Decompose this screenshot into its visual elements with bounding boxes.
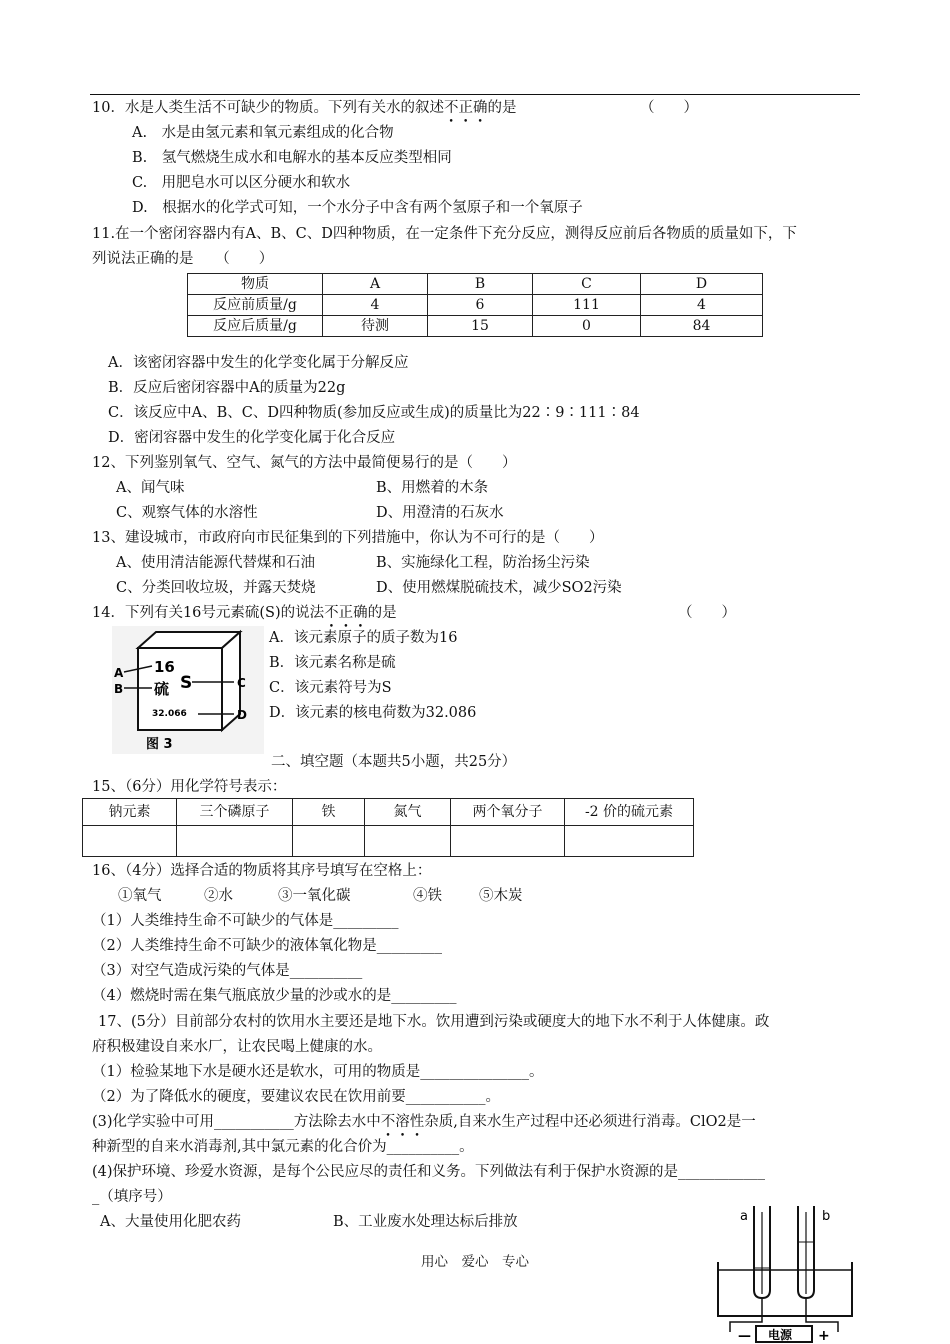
q16-choice-5: ⑤木炭 — [479, 888, 523, 904]
q13-option-b: B、实施绿化工程，防治扬尘污染 — [376, 555, 590, 571]
q16-item-3: （3）对空气造成污染的气体是__________ — [92, 963, 363, 979]
q11-option-b: B．反应后密闭容器中A的质量为22g — [108, 380, 346, 396]
answer-cell[interactable] — [83, 826, 177, 857]
page-footer: 用心 爱心 专心 — [421, 1254, 529, 1270]
table-cell: 84 — [641, 316, 763, 337]
table-cell: 氮气 — [365, 799, 451, 826]
q16-choice-2: ②水 — [204, 888, 233, 904]
label-c: C — [237, 676, 246, 690]
q17-option-b: B、工业废水处理达标后排放 — [333, 1214, 518, 1230]
q14-option-a: A．该元素原子的质子数为16 — [269, 630, 458, 646]
q16-choice-3: ③一氧化碳 — [278, 888, 351, 904]
emphasis-char: 性 — [409, 1114, 425, 1130]
q10-option-d: D. 根据水的化学式可知，一个水分子中含有两个氢原子和一个氧原子 — [132, 200, 583, 216]
answer-cell[interactable] — [293, 826, 365, 857]
table-cell: 反应前质量/g — [188, 295, 323, 316]
q16-choice-4: ④铁 — [413, 888, 442, 904]
q14-stem: 14．下列有关16号元素硫(S)的说法不正确的是 — [92, 605, 397, 621]
table-header-row — [188, 274, 763, 295]
q14-answer-paren: （ ） — [678, 605, 736, 621]
table-cell: 三个磷原子 — [177, 799, 293, 826]
emphasis-char: 溶 — [395, 1114, 410, 1130]
q17-item-3-line2: 种新型的自来水消毒剂,其中氯元素的化合价为__________。 — [92, 1139, 474, 1155]
table-row — [188, 316, 763, 337]
label-b: B — [114, 682, 124, 696]
emphasis-char: 不 — [443, 100, 459, 116]
q17-stem-line2: 府积极建设自来水厂，让农民喝上健康的水。 — [92, 1039, 382, 1055]
q14-option-c: C．该元素符号为S — [269, 680, 392, 696]
table-cell: C — [533, 274, 641, 295]
minus-sign: — — [738, 1329, 751, 1344]
q12-option-c: C、观察气体的水溶性 — [116, 505, 258, 521]
atomic-mass: 32.066 — [152, 709, 187, 719]
emphasis-char: 正 — [458, 100, 473, 116]
element-symbol: S — [180, 673, 193, 693]
q16-choice-1: ①氧气 — [118, 888, 162, 904]
plus-sign: + — [818, 1328, 830, 1344]
q13-stem: 13、建设城市，市政府向市民征集到的下列措施中，你认为不可行的是（ ） — [92, 530, 604, 546]
q12-option-d: D、用澄清的石灰水 — [376, 505, 504, 521]
answer-cell[interactable] — [365, 826, 451, 857]
table-cell: 钠元素 — [83, 799, 177, 826]
q10-answer-paren: （ ） — [640, 100, 698, 116]
answer-cell[interactable] — [451, 826, 565, 857]
table-cell: 4 — [641, 295, 763, 316]
q13-option-c: C、分类回收垃圾，并露天焚烧 — [116, 580, 316, 596]
label-d: D — [237, 708, 247, 722]
header-rule — [90, 94, 860, 95]
q15-stem: 15、（6分）用化学符号表示： — [92, 779, 287, 795]
table-cell: 0 — [533, 316, 641, 337]
section-title: 二、填空题（本题共5小题，共25分） — [271, 754, 517, 770]
label-tube-b: b — [822, 1209, 831, 1224]
q12-option-b: B、用燃着的木条 — [376, 480, 489, 496]
table-row — [83, 826, 694, 857]
label-a: A — [114, 666, 124, 680]
table-cell: 15 — [428, 316, 533, 337]
q11-option-d: D．密闭容器中发生的化学变化属于化合反应 — [108, 430, 396, 446]
table-cell: 铁 — [293, 799, 365, 826]
q17-option-a: A、大量使用化肥农药 — [100, 1214, 241, 1230]
q11-stem-line2: 列说法正确的是 （ ） — [92, 251, 274, 267]
q17-stem-line1: 17、(5分）目前部分农村的饮用水主要还是地下水。饮用遭到污染或硬度大的地下水不利于人体健康。政 — [98, 1014, 770, 1030]
sulfur-element-figure — [112, 626, 264, 754]
emphasis-char: 确 — [472, 100, 488, 116]
table-cell: 6 — [428, 295, 533, 316]
table-cell: A — [323, 274, 428, 295]
table-cell: -2 价的硫元素 — [565, 799, 694, 826]
table-row — [188, 295, 763, 316]
q10-option-b: B. 氢气燃烧生成水和电解水的基本反应类型相同 — [132, 150, 452, 166]
q14-option-b: B．该元素名称是硫 — [269, 655, 396, 671]
q17-item-1: （1）检验某地下水是硬水还是软水，可用的物质是_______________。 — [92, 1064, 544, 1080]
q16-item-4: （4）燃烧时需在集气瓶底放少量的沙或水的是_________ — [92, 988, 457, 1004]
q14-emphasis — [324, 605, 368, 621]
q17-item-4-line2: _（填序号） — [92, 1189, 172, 1205]
q10-option-a: A. 水是由氢元素和氧元素组成的化合物 — [132, 125, 394, 141]
q10-emphasis — [444, 100, 488, 116]
q17-item-4-line1: (4)保护环境、珍爱水资源，是每个公民应尽的责任和义务。下列做法有利于保护水资源的是____________ — [92, 1164, 766, 1180]
atomic-number: 16 — [154, 658, 175, 676]
answer-cell[interactable] — [565, 826, 694, 857]
table-cell: 物质 — [188, 274, 323, 295]
power-label: 电源 — [768, 1328, 793, 1342]
q16-item-1: （1）人类维持生命不可缺少的气体是_________ — [92, 913, 399, 929]
emphasis-char: 正 — [338, 605, 354, 621]
q13-option-d: D、使用燃煤脱硫技术，减少SO2污染 — [376, 580, 622, 596]
q11-option-a: A．该密闭容器中发生的化学变化属于分解反应 — [108, 355, 409, 371]
q16-stem: 16、（4分）选择合适的物质将其序号填写在空格上： — [92, 863, 432, 879]
table-cell: B — [428, 274, 533, 295]
q13-option-a: A、使用清洁能源代替煤和石油 — [116, 555, 315, 571]
answer-cell[interactable] — [177, 826, 293, 857]
q12-option-a: A、闻气味 — [116, 480, 185, 496]
q14-option-d: D．该元素的核电荷数为32.086 — [269, 705, 477, 721]
q17-item-3-line1: (3)化学实验中可用___________方法除去水中不溶性杂质,自来水生产过程中还必须进行消毒。ClO2是一 — [92, 1114, 756, 1130]
q10-option-c: C. 用肥皂水可以区分硬水和软水 — [132, 175, 351, 191]
emphasis-char: 不 — [380, 1114, 396, 1130]
emphasis-char: 确 — [353, 605, 368, 621]
table-cell: D — [641, 274, 763, 295]
table-cell: 4 — [323, 295, 428, 316]
q12-stem: 12、下列鉴别氧气、空气、氮气的方法中最简便易行的是（ ） — [92, 455, 517, 471]
element-name: 硫 — [154, 680, 170, 698]
q10-stem: 10．水是人类生活不可缺少的物质。下列有关水的叙述不正确的是 — [92, 100, 517, 116]
q11-option-c: C．该反应中A、B、C、D四种物质(参加反应或生成)的质量比为22∶9∶111∶84 — [108, 405, 640, 421]
table-cell: 两个氧分子 — [451, 799, 565, 826]
q17-emphasis — [381, 1114, 425, 1130]
figure-caption: 图 3 — [146, 737, 173, 752]
table-header-row — [83, 799, 694, 826]
q15-answer-table — [82, 798, 694, 857]
q17-item-2: （2）为了降低水的硬度，要建议农民在饮用前要___________。 — [92, 1089, 500, 1105]
q11-stem-line1: 11.在一个密闭容器内有A、B、C、D四种物质，在一定条件下充分反应，测得反应前后各物质的质量如下，下 — [92, 226, 797, 242]
table-cell: 111 — [533, 295, 641, 316]
electrolysis-apparatus-figure — [710, 1198, 860, 1344]
table-cell: 待测 — [323, 316, 428, 337]
table-cell: 反应后质量/g — [188, 316, 323, 337]
q16-item-2: （2）人类维持生命不可缺少的液体氧化物是_________ — [92, 938, 442, 954]
q11-mass-table — [187, 273, 763, 337]
label-tube-a: a — [740, 1209, 748, 1224]
emphasis-char: 不 — [324, 605, 339, 621]
